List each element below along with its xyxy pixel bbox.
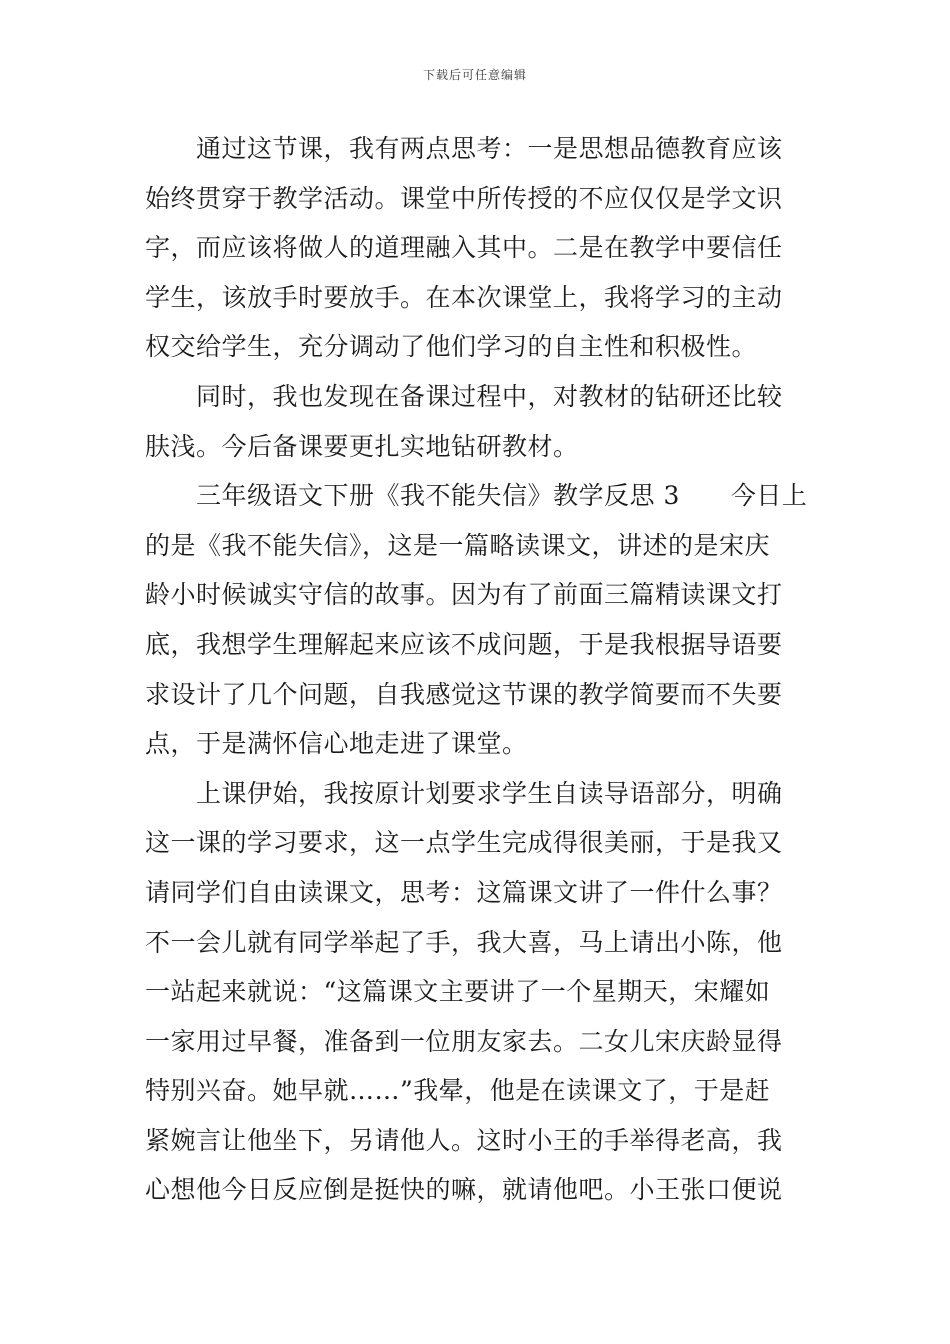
text-line: 底，我想学生理解起来应该不成问题，于是我根据导语要 <box>145 629 783 659</box>
text-line: 特别兴奋。她早就……”我晕，他是在读课文了，于是赶 <box>145 1076 771 1106</box>
text-line: 不一会儿就有同学举起了手，我大喜，马上请出小陈，他 <box>145 927 783 957</box>
text-line: 请同学们自由读课文，思考：这篇课文讲了一件什么事？ <box>145 877 783 907</box>
text-line: 这一课的学习要求，这一点学生完成得很美丽，于是我又 <box>145 828 783 858</box>
text-line: 紧婉言让他坐下，另请他人。这时小王的手举得老高，我 <box>145 1125 783 1155</box>
text-line: 点，于是满怀信心地走进了课堂。 <box>145 729 528 759</box>
text-line: 权交给学生，充分调动了他们学习的自主性和积极性。 <box>145 332 758 362</box>
body-text <box>145 124 825 1215</box>
text-line: 同时，我也发现在备课过程中，对教材的钻研还比较 <box>145 381 783 411</box>
text-line: 的是《我不能失信》，这是一篇略读课文，讲述的是宋庆 <box>145 530 771 560</box>
text-line: 字，而应该将做人的道理融入其中。二是在教学中要信任 <box>145 233 783 263</box>
text-line: 一家用过早餐，准备到一位朋友家去。二女儿宋庆龄显得 <box>145 1026 783 1056</box>
text-line: 通过这节课，我有两点思考：一是思想品德教育应该 <box>145 134 783 163</box>
text-line: 三年级语文下册《我不能失信》教学反思 3 今日上 <box>145 481 808 511</box>
text-line: 始终贯穿于教学活动。课堂中所传授的不应仅仅是学文识 <box>145 183 783 213</box>
text-line: 龄小时候诚实守信的故事。因为有了前面三篇精读课文打 <box>145 580 783 610</box>
text-line: 上课伊始，我按原计划要求学生自读导语部分，明确 <box>145 778 783 808</box>
text-line: 一站起来就说：“这篇课文主要讲了一个星期天，宋耀如 <box>145 977 771 1007</box>
page-header-note: 下载后可任意编辑 <box>422 68 527 82</box>
text-line: 学生，该放手时要放手。在本次课堂上，我将学习的主动 <box>145 282 783 312</box>
text-line: 肤浅。今后备课要更扎实地钻研教材。 <box>145 431 579 461</box>
text-line: 心想他今日反应倒是挺快的嘛，就请他吧。小王张口便说 <box>145 1175 783 1205</box>
text-line: 求设计了几个问题，自我感觉这节课的教学简要而不失要 <box>145 679 783 709</box>
